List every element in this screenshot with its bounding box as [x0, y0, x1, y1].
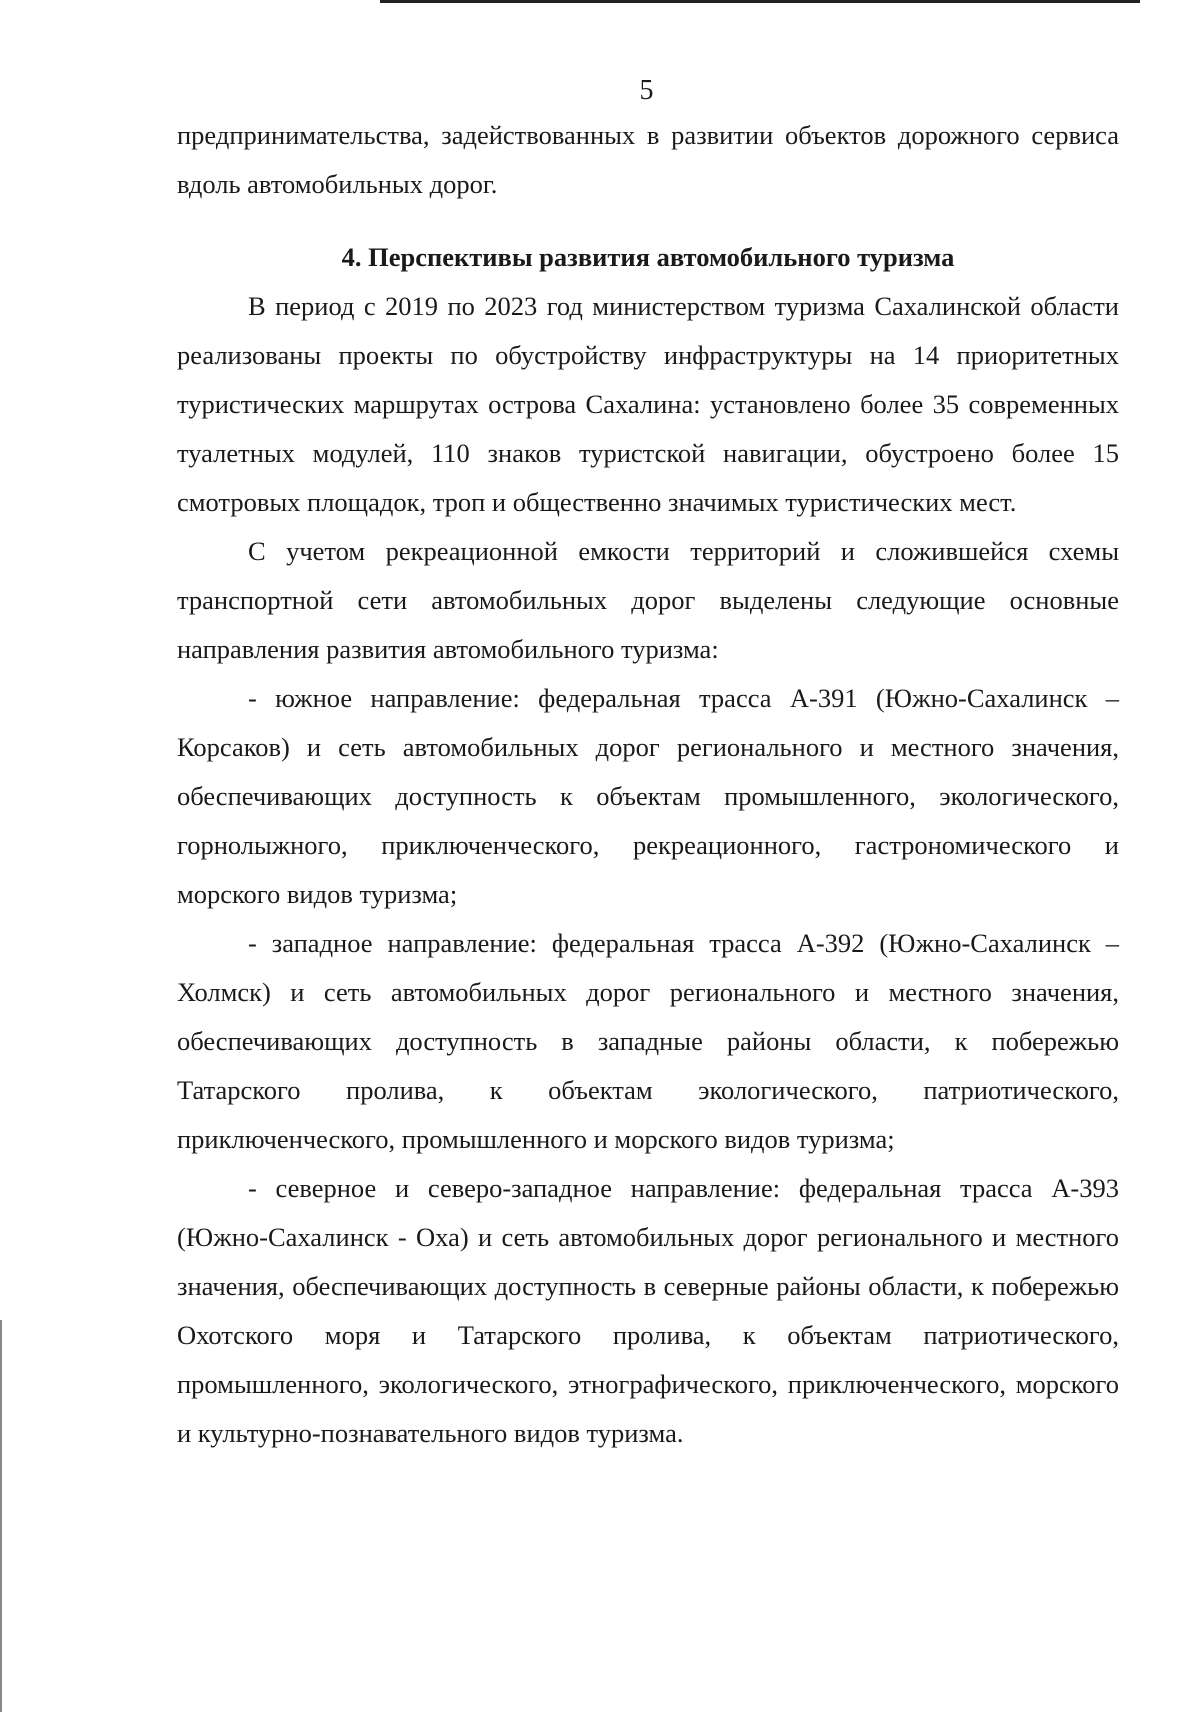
document-body	[177, 111, 1119, 1458]
list-item-west-direction: - западное направление: федеральная трасса А-392 (Южно-Сахалинск – Холмск) и сеть автомобильных дорог регионального и местного значения, обеспечивающих доступность в западные районы области, к побережью Татарского пролива, к объектам экологического, патриотического, приключенческого, промышленного и морского видов туризма;	[177, 928, 1119, 1154]
page-number: 5	[639, 75, 654, 106]
list-item-north-direction: - северное и северо-западное направление: федеральная трасса А-393 (Южно-Сахалинск - Оха) и сеть автомобильных дорог регионального и местного значения, обеспечивающих доступность в северные районы области, к побережью Охотского моря и Татарского пролива, к объектам патриотического, промышленного, экологического, этнографического, приключенческого, морского и культурно-познавательного видов туризма.	[177, 1173, 1119, 1448]
section-heading: 4. Перспективы развития автомобильного туризма	[341, 242, 955, 272]
top-scan-rule	[380, 0, 1140, 3]
list-item-south-direction: - южное направление: федеральная трасса А-391 (Южно-Сахалинск – Корсаков) и сеть автомобильных дорог регионального и местного значения, обеспечивающих доступность к объектам промышленного, экологического, горнолыжного, приключенческого, рекреационного, гастрономического и морского видов туризма;	[177, 683, 1119, 909]
continuation-paragraph: предпринимательства, задействованных в развитии объектов дорожного сервиса вдоль автомобильных дорог.	[177, 120, 1119, 199]
paragraph-infrastructure: В период с 2019 по 2023 год министерством туризма Сахалинской области реализованы проекты по обустройству инфраструктуры на 14 приоритетных туристических маршрутах острова Сахалина: установлено более 35 современных туалетных модулей, 110 знаков туристской навигации, обустроено более 15 смотровых площадок, троп и общественно значимых туристических мест.	[177, 291, 1119, 517]
paragraph-directions-intro: С учетом рекреационной емкости территорий и сложившейся схемы транспортной сети автомобильных дорог выделены следующие основные направления развития автомобильного туризма:	[177, 536, 1119, 664]
left-scan-edge	[0, 1320, 2, 1712]
